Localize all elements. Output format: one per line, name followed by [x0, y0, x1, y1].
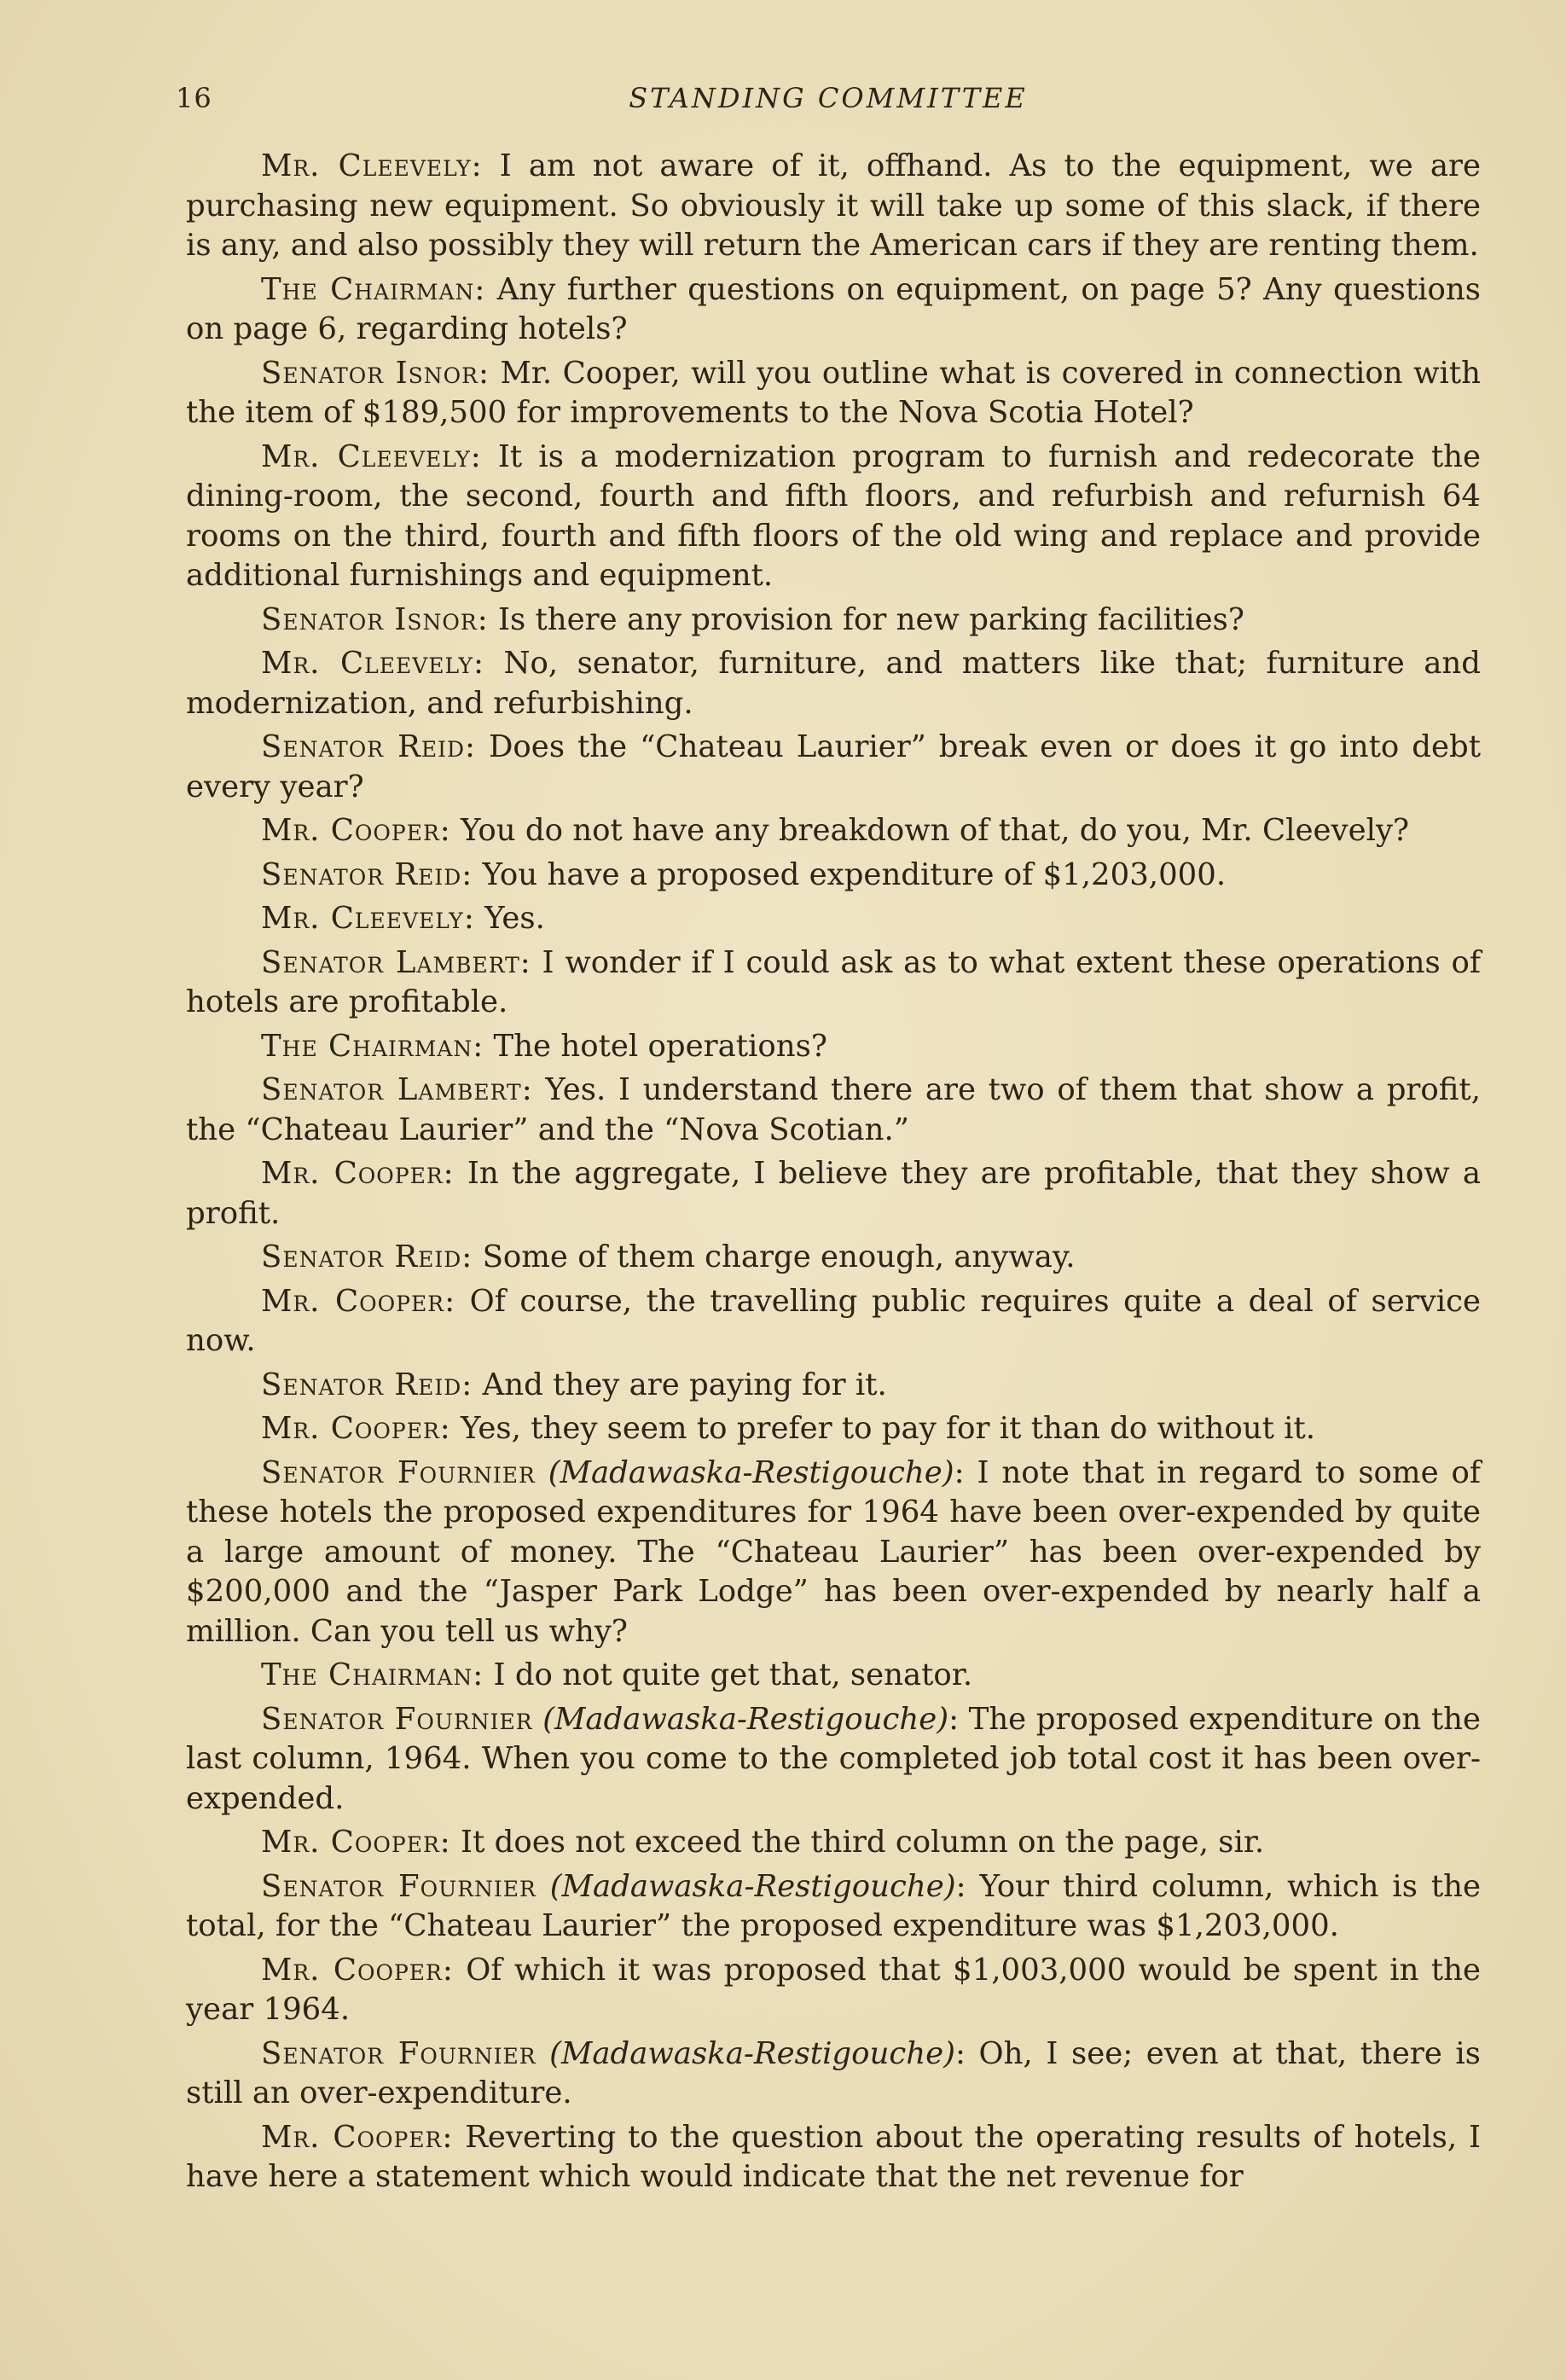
speech-text: I am not aware of it, offhand. As to the equipment, we are purchasing new equipment. So obviously it will take up some of this slack, if there is any, and also possibly they will return the American cars if they are renting them. — [186, 148, 1481, 263]
transcript-body — [186, 147, 1481, 2202]
speaker-name: Senator Reid: — [261, 856, 473, 892]
speaker-constituency: (Madawaska-Restigouche) — [542, 1701, 949, 1737]
speech-text: : Your third column, which is the total, for the “Chateau Laurier” the proposed expenditure was $1,203,000. — [186, 1868, 1481, 1943]
speaker-name: Mr. Cooper: — [261, 1825, 451, 1860]
transcript-paragraph — [186, 943, 1481, 1023]
transcript-paragraph — [186, 1366, 1481, 1406]
speaker-constituency: (Madawaska-Restigouche) — [549, 1868, 956, 1904]
speech-text: Of course, the travelling public requires quite a deal of service now. — [186, 1283, 1481, 1358]
speaker-name: The Chairman: — [261, 271, 486, 307]
speech-text: Is there any provision for new parking facilities? — [498, 601, 1244, 637]
speaker-name: Mr. Cleevely: — [261, 646, 484, 681]
speaker-constituency: (Madawaska-Restigouche) — [549, 2035, 955, 2071]
transcript-paragraph — [186, 644, 1481, 723]
speech-text: : The proposed expenditure on the last column, 1964. When you come to the completed job total cost it has been over-expended. — [186, 1701, 1481, 1816]
transcript-paragraph — [186, 856, 1481, 896]
transcript-paragraph — [186, 1409, 1481, 1449]
speaker-name: Senator Reid: — [261, 729, 476, 764]
speech-text: It does not exceed the third column on the page, sir. — [461, 1825, 1265, 1860]
transcript-paragraph — [186, 811, 1481, 851]
transcript-paragraph — [186, 1154, 1481, 1234]
speaker-name: Senator Fournier — [261, 1454, 536, 1490]
transcript-paragraph — [186, 601, 1481, 641]
speaker-name: Senator Isnor: — [261, 355, 490, 391]
speech-text: In the aggregate, I believe they are profitable, that they show a profit. — [186, 1156, 1481, 1231]
speech-text: The hotel operations? — [493, 1028, 827, 1064]
page-header — [176, 82, 1481, 130]
speech-text: Reverting to the question about the operating results of hotels, I have here a statement which would indicate that the net revenue for — [186, 2119, 1481, 2194]
transcript-paragraph — [186, 1071, 1481, 1150]
transcript-paragraph — [186, 728, 1481, 807]
speaker-name: Senator Reid: — [261, 1367, 473, 1402]
speech-text: Yes. I understand there are two of them that show a profit, the “Chateau Laurier” and the “Nova Scotian.” — [186, 1072, 1481, 1147]
running-head: STANDING COMMITTEE — [629, 82, 1028, 114]
speaker-name: The Chairman: — [261, 1657, 484, 1692]
speech-text: Yes, they seem to prefer to pay for it than do without it. — [461, 1411, 1316, 1446]
speech-text: I do not quite get that, senator. — [493, 1657, 973, 1692]
transcript-paragraph — [186, 354, 1481, 433]
speech-text: Yes. — [484, 901, 545, 936]
transcript-paragraph — [186, 2035, 1481, 2114]
page-number: 16 — [176, 82, 212, 114]
speaker-name: Mr. Cooper: — [261, 1283, 456, 1319]
speaker-name: Mr. Cooper: — [261, 813, 451, 848]
speech-text: You have a proposed expenditure of $1,203,000. — [482, 856, 1227, 892]
transcript-paragraph — [186, 1027, 1481, 1067]
speech-text: Does the “Chateau Laurier” break even or does it go into debt every year? — [186, 729, 1481, 804]
speech-text: Mr. Cooper, will you outline what is covered in connection with the item of $189,500 for improvements to the Nova Scotia Hotel? — [186, 355, 1481, 430]
transcript-paragraph — [186, 438, 1481, 596]
speech-text: : I note that in regard to some of these hotels the proposed expenditures for 1964 have been over-expended by quite a large amount of money. The “Chateau Laurier” has been over-expended by $200,000 and the “Jasper Park Lodge” has been over-expended by nearly half a million. Can you tell us why? — [186, 1454, 1481, 1649]
transcript-paragraph — [186, 1823, 1481, 1863]
speaker-name: Mr. Cleevely: — [261, 148, 483, 183]
speech-text: : Oh, I see; even at that, there is still an over-expenditure. — [186, 2035, 1481, 2110]
transcript-paragraph — [186, 1951, 1481, 2030]
speaker-name: Senator Reid: — [261, 1239, 473, 1274]
speaker-name: Mr. Cooper: — [261, 1156, 455, 1191]
transcript-paragraph — [186, 147, 1481, 266]
speaker-name: Senator Fournier — [261, 1868, 536, 1904]
speaker-constituency: (Madawaska-Restigouche) — [548, 1454, 954, 1490]
transcript-paragraph — [186, 899, 1481, 939]
transcript-paragraph — [186, 1656, 1481, 1696]
speaker-name: Senator Fournier — [261, 2035, 536, 2071]
speech-text: You do not have any breakdown of that, do you, Mr. Cleevely? — [461, 813, 1410, 848]
speaker-name: Mr. Cooper: — [261, 1952, 454, 1988]
speech-text: And they are paying for it. — [482, 1367, 887, 1402]
transcript-paragraph — [186, 1867, 1481, 1947]
transcript-paragraph — [186, 1700, 1481, 1820]
speech-text: Some of them charge enough, anyway. — [482, 1239, 1076, 1274]
speaker-name: Senator Isnor: — [261, 601, 489, 637]
speaker-name: Senator Lambert: — [261, 944, 531, 980]
speaker-name: Mr. Cooper: — [261, 2119, 454, 2155]
transcript-paragraph — [186, 1238, 1481, 1278]
transcript-paragraph — [186, 2118, 1481, 2197]
speech-text: It is a modernization program to furnish and redecorate the dining-room, the second, fourth and fifth floors, and refurbish and refurnish 64 rooms on the third, fourth and fifth floors of the old wing and replace and provide additional furnishings and equipment. — [186, 438, 1481, 593]
speaker-name: Senator Fournier — [261, 1701, 533, 1737]
transcript-paragraph — [186, 1454, 1481, 1652]
speech-text: I wonder if I could ask as to what extent these operations of hotels are profitable. — [186, 944, 1481, 1019]
transcript-paragraph — [186, 270, 1481, 350]
speaker-name: Mr. Cooper: — [261, 1411, 451, 1446]
speech-text: Any further questions on equipment, on page 5? Any questions on page 6, regarding hotels? — [186, 271, 1481, 346]
speech-text: Of which it was proposed that $1,003,000 would be spent in the year 1964. — [186, 1952, 1482, 2027]
speaker-name: Senator Lambert: — [261, 1072, 533, 1107]
transcript-paragraph — [186, 1282, 1481, 1361]
speaker-name: Mr. Cleevely: — [261, 901, 475, 936]
speaker-name: Mr. Cleevely: — [261, 438, 482, 474]
speaker-name: The Chairman: — [261, 1028, 484, 1064]
speech-text: No, senator, furniture, and matters like that; furniture and modernization, and refurbishing. — [186, 646, 1481, 721]
